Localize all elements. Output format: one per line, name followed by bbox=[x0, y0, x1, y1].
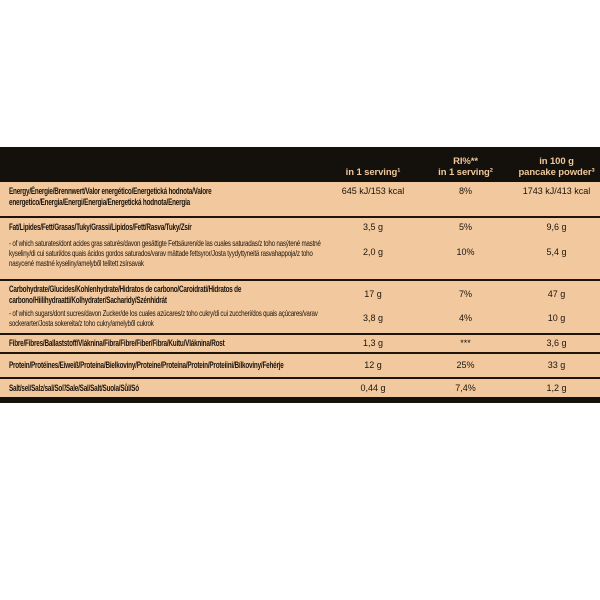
label-fibre: Fibre/Fibres/Ballaststoff/Vláknina/Fibra/Fibre/Fiber/Fibra/Kuitu/Vláknina/Rost bbox=[9, 338, 225, 349]
label-energy: Energy/Énergie/Brennwert/Valor energético/Energetická hodnota/Valore energetico/Energia/Energi/Energia/Energetická hodnota/Energia bbox=[9, 186, 212, 207]
row-energy bbox=[0, 182, 600, 216]
entry-energy bbox=[0, 186, 600, 207]
value-sugars-ri: 4% bbox=[458, 312, 472, 323]
value-saturates-per-serving: 2,0 g bbox=[362, 247, 384, 258]
value-protein-ri: 25% bbox=[456, 360, 475, 371]
value-fat-ri: 5% bbox=[458, 222, 472, 232]
entry-fat bbox=[0, 222, 600, 233]
value-protein-per-100g: 33 g bbox=[547, 360, 566, 371]
entry-protein bbox=[0, 360, 600, 371]
header-ri-line1: RI%** bbox=[453, 156, 478, 167]
header-ri-line2: in 1 serving² bbox=[438, 167, 493, 178]
nutrition-table bbox=[0, 147, 600, 403]
table-header-row bbox=[0, 147, 600, 182]
value-energy-per-100g: 1743 kJ/413 kcal bbox=[522, 186, 591, 196]
header-col-per-serving bbox=[328, 167, 418, 178]
row-fat bbox=[0, 216, 600, 279]
entry-sugars bbox=[0, 308, 600, 328]
value-sugars-per-serving: 3,8 g bbox=[362, 312, 384, 323]
value-energy-ri: 8% bbox=[458, 186, 472, 196]
header-per-100g-line1: in 100 g bbox=[539, 156, 574, 167]
header-col-ri bbox=[418, 156, 513, 178]
value-salt-per-100g: 1,2 g bbox=[546, 382, 567, 393]
value-salt-ri: 7,4% bbox=[455, 382, 476, 393]
row-carbohydrate bbox=[0, 279, 600, 333]
label-protein: Protein/Protéines/Eiweiß/Proteína/Bielkoviny/Proteine/Proteína/Protein/Proteiini/Bílkoviny/Fehérje bbox=[9, 360, 284, 371]
entry-carbohydrate bbox=[0, 284, 600, 305]
value-fibre-per-serving: 1,3 g bbox=[362, 338, 384, 349]
label-fat: Fat/Lipides/Fett/Grasas/Tuky/Grassi/Lipidos/Fett/Rasva/Tuky/Zsír bbox=[9, 222, 192, 232]
header-per-100g-line2: pancake powder³ bbox=[518, 167, 595, 178]
header-col-per-100g bbox=[513, 156, 600, 178]
label-salt: Salt/sel/Salz/sal/Soľ/Sale/Sal/Salt/Suola/Sůl/Só bbox=[9, 382, 139, 393]
value-protein-per-serving: 12 g bbox=[364, 360, 382, 371]
entry-salt bbox=[0, 383, 600, 394]
value-fibre-ri: *** bbox=[460, 338, 471, 349]
value-fat-per-serving: 3,5 g bbox=[362, 222, 384, 232]
row-fibre bbox=[0, 333, 600, 352]
value-sugars-per-100g: 10 g bbox=[547, 312, 566, 323]
label-sugars: - of which sugars/dont sucres/davon Zucker/de los cuales azúcares/z toho cukry/di cui zuccheri/dos quais açúcares/varav sockerarter/Josta sokereita/z toho cukry/amelyből cukrok bbox=[9, 308, 318, 328]
value-carbohydrate-per-100g: 47 g bbox=[547, 289, 566, 300]
header-per-serving-label: in 1 serving¹ bbox=[345, 167, 401, 178]
value-salt-per-serving: 0,44 g bbox=[360, 382, 386, 393]
value-carbohydrate-per-serving: 17 g bbox=[364, 289, 382, 300]
entry-saturates bbox=[0, 238, 600, 268]
row-salt bbox=[0, 377, 600, 397]
value-fibre-per-100g: 3,6 g bbox=[546, 338, 567, 349]
label-carbohydrate: Carbohydrate/Glucides/Kohlenhydrate/Hidratos de carbono/Caroidrati/Hidratos de carbono/Hiilihydraatti/Kolhydrater/Sacharidy/Szénhidrát bbox=[9, 284, 242, 305]
value-carbohydrate-ri: 7% bbox=[458, 289, 472, 300]
label-saturates: - of which saturates/dont acides gras saturés/davon gesättigte Fettsäuren/de las cuales saturadas/z toho nasýtené mastné kyseliny/di cui saturi/dos quais ácidos gordos saturados/varav mättade fettsyror/Josta tyydyttyneitä rasvahappoja/z toho nasycené mastné kyseliny/amelyből telített zsírsavak bbox=[9, 237, 321, 268]
value-fat-per-100g: 9,6 g bbox=[546, 222, 567, 232]
value-saturates-ri: 10% bbox=[456, 247, 475, 258]
value-saturates-per-100g: 5,4 g bbox=[546, 247, 567, 258]
value-energy-per-serving: 645 kJ/153 kcal bbox=[341, 186, 405, 196]
row-protein bbox=[0, 352, 600, 377]
entry-fibre bbox=[0, 338, 600, 349]
